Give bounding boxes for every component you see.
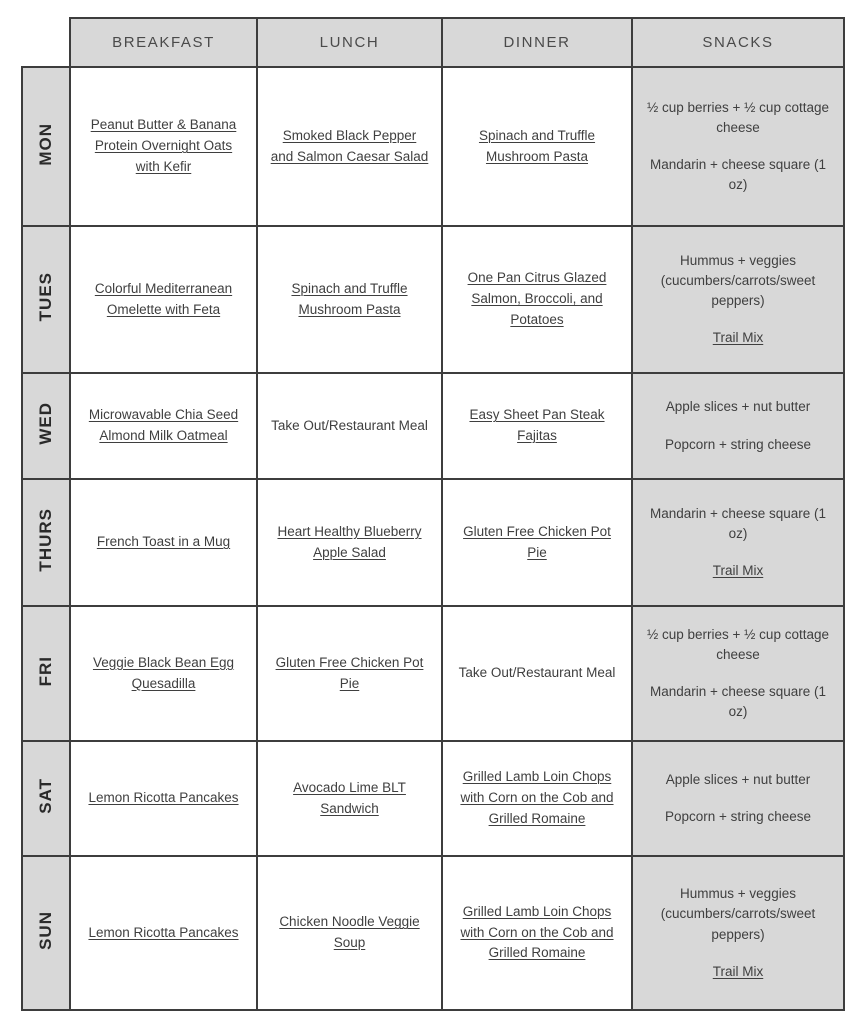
snack-item: ½ cup berries + ½ cup cottage cheese	[647, 99, 829, 135]
row-header-tues	[22, 226, 70, 373]
table-row	[22, 373, 844, 479]
recipe-link[interactable]: Gluten Free Chicken Pot Pie	[463, 523, 611, 560]
cell-sun-dinner	[442, 856, 632, 1010]
recipe-link[interactable]: Spinach and Truffle Mushroom Pasta	[478, 127, 596, 164]
cell-mon-breakfast	[70, 67, 257, 226]
row-header-thurs	[22, 479, 70, 606]
snack-item: Popcorn + string cheese	[665, 436, 811, 452]
snack-item: Hummus + veggies (cucumbers/carrots/sweet peppers)	[660, 252, 816, 308]
recipe-link[interactable]: Spinach and Truffle Mushroom Pasta	[291, 280, 408, 317]
recipe-link[interactable]: Colorful Mediterranean Omelette with Feta	[94, 280, 233, 317]
cell-fri-breakfast	[70, 606, 257, 741]
recipe-link[interactable]: Microwavable Chia Seed Almond Milk Oatmeal	[88, 407, 239, 443]
snack-list	[646, 770, 830, 828]
cell-fri-snacks	[632, 606, 844, 741]
cell-wed-dinner	[442, 373, 632, 479]
snack-item: Mandarin + cheese square (1 oz)	[650, 505, 826, 541]
row-header-sun	[22, 856, 70, 1010]
recipe-link[interactable]: Lemon Ricotta Pancakes	[88, 924, 239, 940]
recipe-link[interactable]: Smoked Black Pepper and Salmon Caesar Salad	[270, 127, 429, 164]
cell-wed-snacks	[632, 373, 844, 479]
cell-mon-snacks	[632, 67, 844, 226]
recipe-link[interactable]: Easy Sheet Pan Steak Fajitas	[469, 407, 605, 443]
snack-item: Hummus + veggies (cucumbers/carrots/sweet peppers)	[660, 886, 816, 942]
recipe-link[interactable]: Grilled Lamb Loin Chops with Corn on the Cob and Grilled Romaine	[460, 903, 614, 961]
snack-item: Mandarin + cheese square (1 oz)	[650, 684, 826, 720]
recipe-link[interactable]: Gluten Free Chicken Pot Pie	[275, 654, 424, 691]
header-row	[22, 18, 844, 67]
column-header-breakfast: BREAKFAST	[70, 18, 257, 67]
cell-sat-dinner	[442, 741, 632, 856]
recipe-link[interactable]: Heart Healthy Blueberry Apple Salad	[277, 523, 422, 560]
day-label: TUES	[36, 272, 55, 322]
cell-sun-lunch	[257, 856, 442, 1010]
cell-wed-breakfast	[70, 373, 257, 479]
column-header-lunch: LUNCH	[257, 18, 442, 67]
row-header-sat	[22, 741, 70, 856]
day-label: THURS	[36, 508, 55, 572]
cell-fri-lunch	[257, 606, 442, 741]
cell-thurs-lunch	[257, 479, 442, 606]
snack-item-link[interactable]: Trail Mix	[712, 563, 764, 579]
recipe-link[interactable]: French Toast in a Mug	[96, 534, 231, 550]
cell-thurs-snacks	[632, 479, 844, 606]
recipe-link[interactable]: Grilled Lamb Loin Chops with Corn on the Cob and Grilled Romaine	[460, 769, 614, 826]
meal-text: Take Out/Restaurant Meal	[458, 665, 616, 681]
cell-sun-breakfast	[70, 856, 257, 1010]
table-row	[22, 606, 844, 741]
snack-item: Apple slices + nut butter	[665, 399, 811, 415]
cell-sat-snacks	[632, 741, 844, 856]
snack-list	[646, 98, 830, 196]
cell-tues-dinner	[442, 226, 632, 373]
snack-item-link[interactable]: Trail Mix	[712, 330, 764, 346]
day-label: SUN	[36, 911, 55, 950]
snack-list	[646, 251, 830, 349]
cell-tues-lunch	[257, 226, 442, 373]
snack-item: Mandarin + cheese square (1 oz)	[650, 157, 826, 193]
snack-item: ½ cup berries + ½ cup cottage cheese	[647, 626, 829, 662]
cell-sat-breakfast	[70, 741, 257, 856]
snack-list	[646, 397, 830, 455]
meal-plan-table	[21, 17, 845, 1011]
day-label: WED	[36, 402, 55, 445]
column-header-snacks: SNACKS	[632, 18, 844, 67]
recipe-link[interactable]: Veggie Black Bean Egg Quesadilla	[92, 654, 235, 691]
cell-thurs-dinner	[442, 479, 632, 606]
corner-cell	[22, 18, 70, 67]
recipe-link[interactable]: Chicken Noodle Veggie Soup	[279, 914, 420, 950]
row-header-wed	[22, 373, 70, 479]
snack-item-link[interactable]: Trail Mix	[712, 963, 764, 979]
table-row	[22, 741, 844, 856]
snack-item: Popcorn + string cheese	[665, 809, 811, 824]
column-header-dinner: DINNER	[442, 18, 632, 67]
table-row	[22, 479, 844, 606]
recipe-link[interactable]: Peanut Butter & Banana Protein Overnight Oats with Kefir	[90, 117, 237, 174]
table-row	[22, 856, 844, 1010]
table-row	[22, 226, 844, 373]
day-label: FRI	[36, 655, 55, 687]
table-row	[22, 67, 844, 226]
recipe-link[interactable]: Lemon Ricotta Pancakes	[88, 790, 239, 806]
recipe-link[interactable]: Avocado Lime BLT Sandwich	[293, 779, 406, 816]
snack-item: Apple slices + nut butter	[665, 771, 811, 787]
recipe-link[interactable]: One Pan Citrus Glazed Salmon, Broccoli, and Potatoes	[467, 270, 607, 327]
cell-mon-lunch	[257, 67, 442, 226]
cell-tues-breakfast	[70, 226, 257, 373]
day-label: MON	[36, 122, 55, 166]
cell-sat-lunch	[257, 741, 442, 856]
meal-text: Take Out/Restaurant Meal	[271, 417, 428, 433]
day-label: SAT	[36, 778, 55, 814]
cell-thurs-breakfast	[70, 479, 257, 606]
cell-fri-dinner	[442, 606, 632, 741]
snack-list	[646, 884, 830, 982]
row-header-fri	[22, 606, 70, 741]
cell-mon-dinner	[442, 67, 632, 226]
cell-sun-snacks	[632, 856, 844, 1010]
cell-wed-lunch	[257, 373, 442, 479]
snack-list	[646, 625, 830, 723]
row-header-mon	[22, 67, 70, 226]
cell-tues-snacks	[632, 226, 844, 373]
snack-list	[646, 504, 830, 582]
